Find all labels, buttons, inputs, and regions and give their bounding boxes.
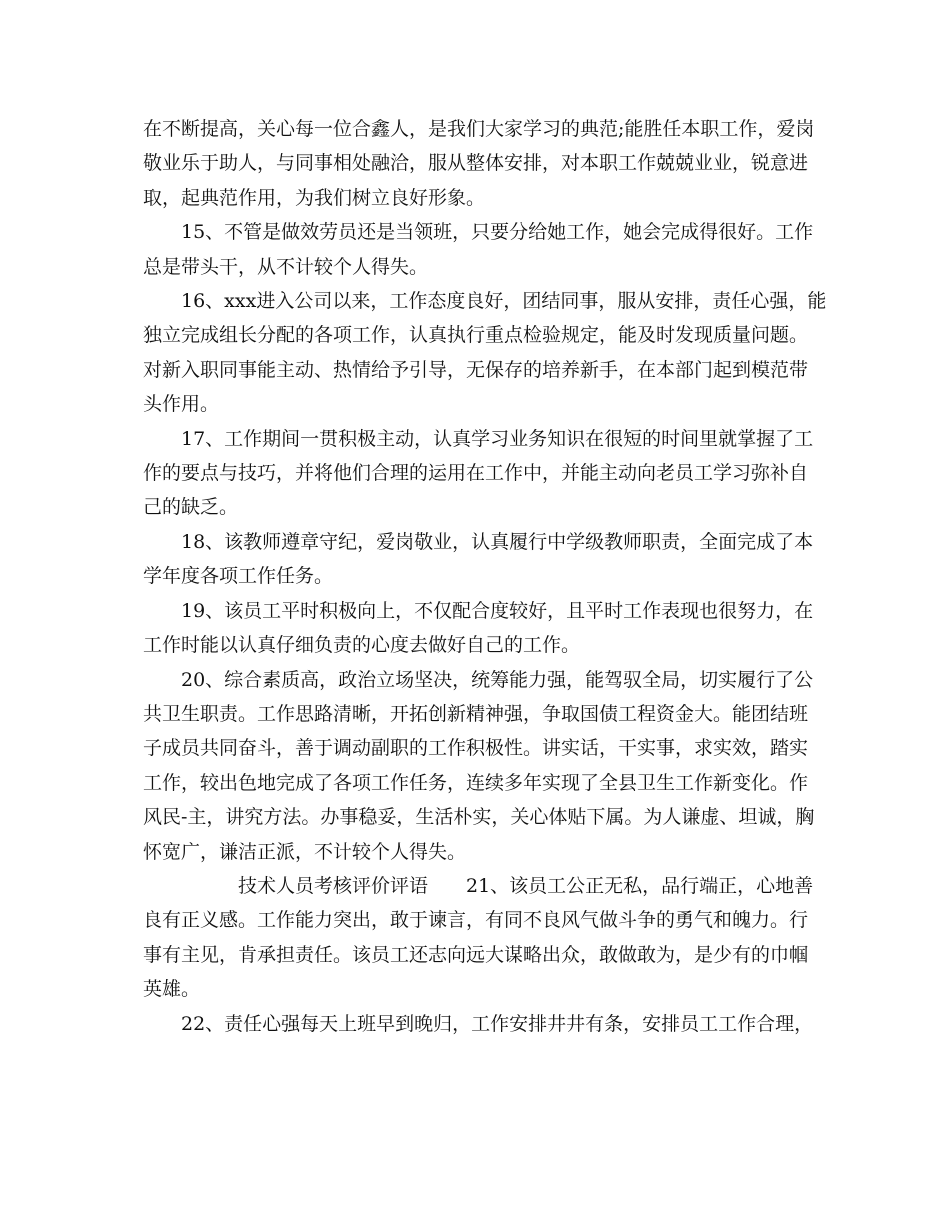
text-line: 对新入职同事能主动、热情给予引导，无保存的培养新手，在本部门起到模范带 bbox=[143, 358, 809, 381]
text-line: 良有正义感。工作能力突出，敢于谏言，有同不良风气做斗争的勇气和魄力。行 bbox=[143, 909, 809, 932]
text-line: 头作用。 bbox=[143, 393, 220, 416]
text-line: 独立完成组长分配的各项工作，认真执行重点检验规定，能及时发现质量问题。 bbox=[143, 324, 809, 347]
text-line: 怀宽广，谦洁正派，不计较个人得失。 bbox=[143, 840, 467, 863]
text-line: 风民-主，讲究方法。办事稳妥，生活朴实，关心体贴下属。为人谦虚、坦诚，胸 bbox=[143, 806, 815, 829]
text-line: 取，起典范作用，为我们树立良好形象。 bbox=[143, 186, 486, 209]
text-line: 19、该员工平时积极向上，不仅配合度较好，且平时工作表现也很努力，在 bbox=[143, 599, 814, 622]
text-line: 作的要点与技巧，并将他们合理的运用在工作中，并能主动向老员工学习弥补自 bbox=[143, 462, 809, 485]
text-line: 子成员共同奋斗，善于调动副职的工作积极性。讲实话，干实事，求实效，踏实 bbox=[143, 737, 809, 760]
text-line: 工作时能以认真仔细负责的心度去做好自己的工作。 bbox=[143, 634, 581, 657]
text-line: 敬业乐于助人，与同事相处融洽，服从整体安排，对本职工作兢兢业业，锐意进 bbox=[143, 152, 809, 175]
text-line: 15、不管是做效劳员还是当领班，只要分给她工作，她会完成得很好。工作 bbox=[143, 221, 814, 244]
text-line: 技术人员考核评价评语 21、该员工公正无私，品行端正，心地善 bbox=[143, 874, 814, 897]
document-body bbox=[143, 112, 827, 1041]
text-line: 己的缺乏。 bbox=[143, 496, 239, 519]
text-line: 17、工作期间一贯积极主动，认真学习业务知识在很短的时间里就掌握了工 bbox=[143, 427, 814, 450]
text-line: 共卫生职责。工作思路清晰，开拓创新精神强，争取国债工程资金大。能团结班 bbox=[143, 702, 809, 725]
text-line: 总是带头干，从不计较个人得失。 bbox=[143, 255, 429, 278]
text-line: 在不断提高，关心每一位合鑫人，是我们大家学习的典范;能胜任本职工作，爱岗 bbox=[143, 118, 815, 140]
text-line: 18、该教师遵章守纪，爱岗敬业，认真履行中学级教师职责，全面完成了本 bbox=[143, 530, 814, 553]
text-line: 事有主见，肯承担责任。该员工还志向远大谋略出众，敢做敢为，是少有的巾帼 bbox=[143, 943, 809, 966]
text-line: 工作，较出色地完成了各项工作任务，连续多年实现了全县卫生工作新变化。作 bbox=[143, 771, 809, 794]
text-line: 英雄。 bbox=[143, 978, 201, 1001]
text-line: 16、xxx进入公司以来，工作态度良好，团结同事，服从安排，责任心强，能 bbox=[143, 290, 827, 313]
text-line: 学年度各项工作任务。 bbox=[143, 565, 334, 588]
text-line: 20、综合素质高，政治立场坚决，统筹能力强，能驾驭全局，切实履行了公 bbox=[143, 668, 814, 691]
text-line: 22、责任心强每天上班早到晚归，工作安排井井有条，安排员工工作合理， bbox=[143, 1012, 814, 1035]
